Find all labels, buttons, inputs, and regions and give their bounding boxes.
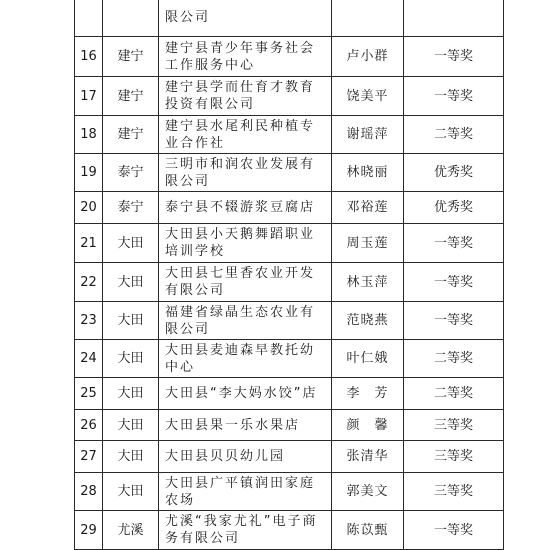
organization-line: 培训学校 <box>165 244 226 259</box>
table-row <box>75 511 504 550</box>
award-list-table <box>74 0 504 550</box>
organization-line: 福建省绿晶生态农业有 <box>165 304 316 320</box>
award-level-cell: 一等奖 <box>404 263 504 302</box>
organization-cell <box>159 473 332 511</box>
county-cell: 大田 <box>103 224 159 263</box>
organization-line: 大田县小天鹅舞蹈职业 <box>165 227 316 242</box>
organization-line: 大田县贝贝幼儿园 <box>165 449 286 464</box>
organization-line: 中心 <box>165 359 196 375</box>
table-row <box>75 378 504 410</box>
county-cell: 大田 <box>103 441 159 473</box>
county-cell <box>103 0 159 37</box>
table-row <box>75 410 504 441</box>
county-cell: 建宁 <box>103 37 159 77</box>
county-cell: 大田 <box>103 263 159 302</box>
organization-cell <box>159 0 332 37</box>
row-number: 21 <box>75 224 103 263</box>
organization-line: 业合作社 <box>165 135 226 151</box>
county-cell: 大田 <box>103 340 159 378</box>
person-name-cell: 林晓丽 <box>332 154 404 192</box>
row-number: 18 <box>75 116 103 154</box>
row-number <box>75 0 103 37</box>
organization-cell <box>159 410 332 441</box>
organization-line: 大田县果一乐水果店 <box>165 417 301 433</box>
row-number: 19 <box>75 154 103 192</box>
table-row <box>75 224 504 263</box>
county-cell: 建宁 <box>103 116 159 154</box>
organization-cell <box>159 441 332 473</box>
table-row <box>75 37 504 77</box>
organization-line: 三明市和润农业发展有 <box>165 156 316 172</box>
row-number: 16 <box>75 37 103 77</box>
award-level-cell <box>404 0 504 37</box>
organization-line: 大田县麦迪森早教托幼 <box>165 342 316 358</box>
table-row <box>75 302 504 340</box>
organization-cell <box>159 116 332 154</box>
organization-cell <box>159 224 332 263</box>
organization-line: 农场 <box>165 492 196 508</box>
award-level-cell: 一等奖 <box>404 302 504 340</box>
organization-line: 大田县广平镇润田家庭 <box>165 475 316 491</box>
award-level-cell: 三等奖 <box>404 473 504 511</box>
table-row <box>75 441 504 473</box>
award-level-cell: 一等奖 <box>404 77 504 116</box>
row-number: 22 <box>75 263 103 302</box>
row-number: 29 <box>75 511 103 550</box>
organization-line: 泰宁县不辍游浆豆腐店 <box>165 200 316 215</box>
table-row <box>75 116 504 154</box>
organization-cell <box>159 511 332 550</box>
person-name-cell: 谢瑶萍 <box>332 116 404 154</box>
organization-line: 限公司 <box>165 321 211 337</box>
table-row <box>75 473 504 511</box>
person-name-cell: 李 芳 <box>332 378 404 410</box>
organization-line: 建宁县青少年事务社会 <box>165 40 316 56</box>
county-cell: 大田 <box>103 378 159 410</box>
person-name-cell: 陈苡甄 <box>332 511 404 550</box>
organization-line: 务有限公司 <box>165 531 241 546</box>
person-name-cell: 范晓燕 <box>332 302 404 340</box>
table-row <box>75 0 504 37</box>
row-number: 26 <box>75 410 103 441</box>
award-level-cell: 一等奖 <box>404 511 504 550</box>
organization-line: 有限公司 <box>165 283 226 298</box>
award-level-cell: 优秀奖 <box>404 154 504 192</box>
award-level-cell: 二等奖 <box>404 340 504 378</box>
county-cell: 尤溪 <box>103 511 159 550</box>
organization-line: 限公司 <box>165 173 211 189</box>
organization-line: 建宁县学而仕育才教育 <box>165 80 316 95</box>
person-name-cell: 周玉莲 <box>332 224 404 263</box>
row-number: 17 <box>75 77 103 116</box>
person-name-cell <box>332 0 404 37</box>
organization-cell <box>159 302 332 340</box>
person-name-cell: 邓裕莲 <box>332 192 404 224</box>
organization-cell <box>159 37 332 77</box>
organization-line: 投资有限公司 <box>165 97 256 112</box>
row-number: 24 <box>75 340 103 378</box>
organization-line: 尤溪“我家尤礼”电子商 <box>165 514 318 529</box>
table-row <box>75 263 504 302</box>
organization-line: 大田县七里香农业开发 <box>165 266 316 281</box>
county-cell: 大田 <box>103 302 159 340</box>
county-cell: 泰宁 <box>103 154 159 192</box>
organization-line: 限公司 <box>165 10 211 25</box>
table-row <box>75 340 504 378</box>
organization-line: 工作服务中心 <box>165 57 256 73</box>
award-level-cell: 三等奖 <box>404 441 504 473</box>
award-level-cell: 优秀奖 <box>404 192 504 224</box>
row-number: 23 <box>75 302 103 340</box>
county-cell: 建宁 <box>103 77 159 116</box>
organization-cell <box>159 263 332 302</box>
person-name-cell: 张清华 <box>332 441 404 473</box>
person-name-cell: 郭美文 <box>332 473 404 511</box>
organization-line: 大田县“李大妈水饺”店 <box>165 386 318 401</box>
award-level-cell: 二等奖 <box>404 378 504 410</box>
organization-cell <box>159 77 332 116</box>
table-row <box>75 77 504 116</box>
person-name-cell: 叶仁娥 <box>332 340 404 378</box>
table-row <box>75 154 504 192</box>
organization-cell <box>159 192 332 224</box>
organization-cell <box>159 154 332 192</box>
award-level-cell: 一等奖 <box>404 224 504 263</box>
organization-line: 建宁县水尾利民种植专 <box>165 118 316 134</box>
person-name-cell: 饶美平 <box>332 77 404 116</box>
person-name-cell: 颜 馨 <box>332 410 404 441</box>
county-cell: 泰宁 <box>103 192 159 224</box>
organization-cell <box>159 378 332 410</box>
table-row <box>75 192 504 224</box>
county-cell: 大田 <box>103 473 159 511</box>
award-level-cell: 三等奖 <box>404 410 504 441</box>
person-name-cell: 林玉萍 <box>332 263 404 302</box>
county-cell: 大田 <box>103 410 159 441</box>
row-number: 25 <box>75 378 103 410</box>
organization-cell <box>159 340 332 378</box>
award-level-cell: 二等奖 <box>404 116 504 154</box>
person-name-cell: 卢小群 <box>332 37 404 77</box>
row-number: 28 <box>75 473 103 511</box>
award-level-cell: 一等奖 <box>404 37 504 77</box>
row-number: 20 <box>75 192 103 224</box>
row-number: 27 <box>75 441 103 473</box>
award-list-body <box>75 0 504 550</box>
